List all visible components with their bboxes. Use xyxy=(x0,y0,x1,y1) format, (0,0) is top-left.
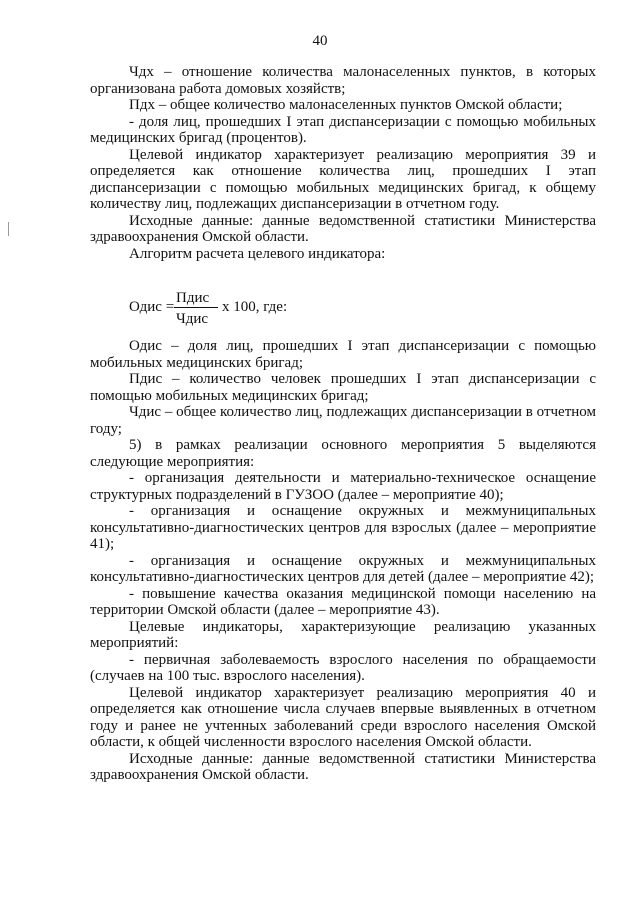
paragraph-pdis-definition: Пдис – количество человек прошедших I этап диспансеризации с помощью мобильных медицинских бригад; xyxy=(90,371,596,404)
formula-fraction-bar xyxy=(174,307,218,308)
page-number: 40 xyxy=(312,33,328,49)
paragraph-primary-morbidity: - первичная заболеваемость взрослого населения по обращаемости (случаев на 100 тыс. взрослого населения). xyxy=(90,651,596,684)
paragraph-mobile-teams-share: - доля лиц, прошедших I этап диспансеризации с помощью мобильных медицинских бригад (процентов). xyxy=(90,113,596,146)
paragraph-chdis-definition: Чдис – общее количество лиц, подлежащих диспансеризации в отчетном году; xyxy=(90,404,596,437)
paragraph-odis-definition: Одис – доля лиц, прошедших I этап диспансеризации с помощью мобильных медицинских бригад; xyxy=(90,338,596,371)
scan-margin-mark xyxy=(8,222,9,236)
paragraph-pdh-definition: Пдх – общее количество малонаселенных пунктов Омской области; xyxy=(129,97,563,113)
formula-rhs: x 100, где: xyxy=(222,299,288,315)
paragraph-target-indicators: Целевые индикаторы, характеризующие реализацию указанных мероприятий: xyxy=(90,618,596,651)
formula-lhs: Одис = xyxy=(129,299,175,315)
paragraph-activity-40: - организация деятельности и материально-техническое оснащение структурных подразделений в ГУЗОО (далее – мероприятие 40); xyxy=(90,470,596,503)
paragraph-algorithm-heading: Алгоритм расчета целевого индикатора: xyxy=(129,245,386,262)
formula-denominator: Чдис xyxy=(176,311,209,327)
paragraph-indicator-39: Целевой индикатор характеризует реализацию мероприятия 39 и определяется как отношение количества лиц, прошедших I этап диспансеризации с помощью мобильных медицинских бригад, к общему количеству лиц, подлежащих диспансеризации в отчетном году. xyxy=(90,146,596,212)
paragraph-source-data-1: Исходные данные: данные ведомственной статистики Министерства здравоохранения Омской области. xyxy=(90,212,596,245)
paragraph-indicator-40: Целевой индикатор характеризует реализацию мероприятия 40 и определяется как отношение числа случаев впервые выявленных в отчетном году и ранее не учтенных заболеваний среди взрослого населения Омской области, к общей численности взрослого населения Омской области. xyxy=(90,684,596,750)
document-body xyxy=(90,64,596,784)
paragraph-chdh-definition: Чдх – отношение количества малонаселенных пунктов, в которых организована работа домовых хозяйств; xyxy=(90,64,596,97)
paragraph-activity-43: - повышение качества оказания медицинской помощи населению на территории Омской области (далее – мероприятие 43). xyxy=(90,585,596,618)
paragraph-activity-41: - организация и оснащение окружных и межмуниципальных консультативно-диагностических центров для взрослых (далее – мероприятие 41); xyxy=(90,503,596,552)
paragraph-source-data-2: Исходные данные: данные ведомственной статистики Министерства здравоохранения Омской области. xyxy=(90,750,596,783)
paragraph-activity-42: - организация и оснащение окружных и межмуниципальных консультативно-диагностических центров для детей (далее – мероприятие 42); xyxy=(90,552,596,585)
paragraph-main-activity-5: 5) в рамках реализации основного мероприятия 5 выделяются следующие мероприятия: xyxy=(90,437,596,470)
formula-numerator: Пдис xyxy=(176,290,210,306)
formula-odis xyxy=(90,262,596,338)
